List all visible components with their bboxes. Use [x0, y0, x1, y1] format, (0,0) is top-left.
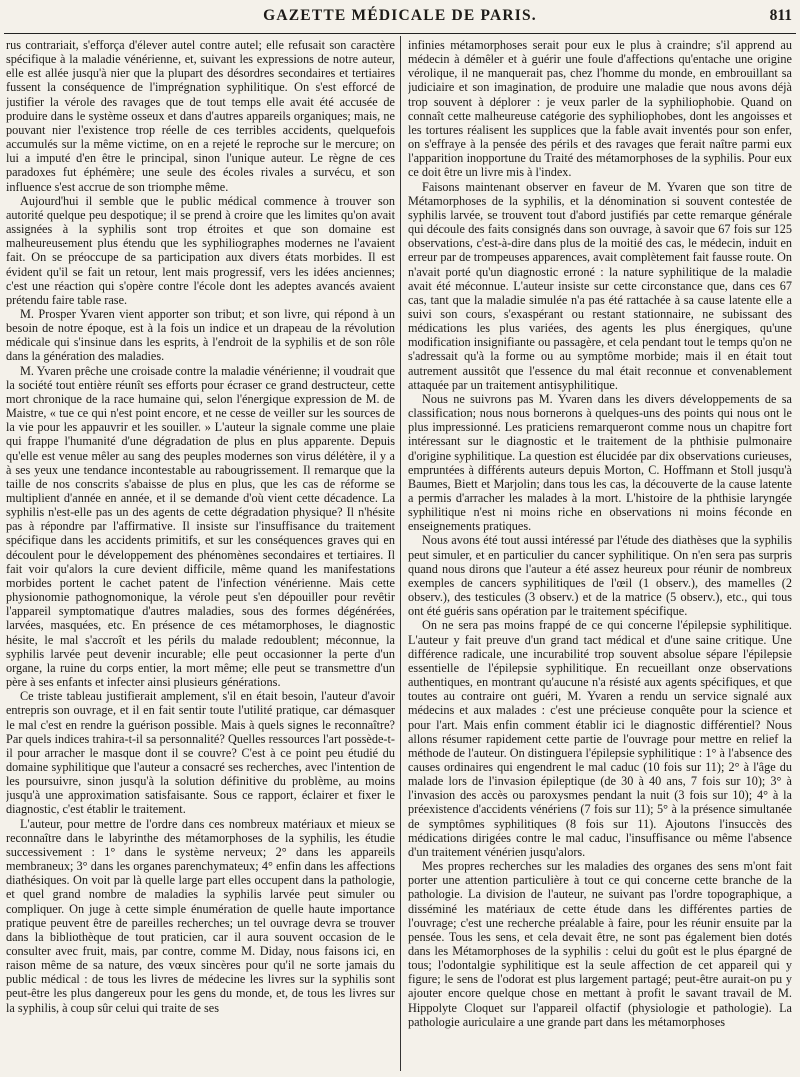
paragraph: Aujourd'hui il semble que le public médical commence à trouver son autorité quelque peu despotique; il se prend à croire que les limites qu'on avait assignées à la syphilis sont trop étroites et que son domaine est malheureusement plus étendu que les syphiliographes modernes ne l'avaient fait. On se préoccupe de sa participation aux divers états morbides. Il est évident qu'il se fait un retour, lent mais progressif, vers les idées anciennes; c'est une réaction qui s'opère contre l'école dont les adeptes avancés avaient prétendu faire table rase. — [6, 193, 395, 307]
paragraph: Faisons maintenant observer en faveur de M. Yvaren que son titre de Métamorphoses de la syphilis, et la dénomination si souvent contestée de syphilis larvée, se trouvent tout d'abord justifiés par cette remarque générale qui découle des faits consignés dans son ouvrage, à savoir que 67 fois sur 125 observations, c'est-à-dire dans plus de la moitié des cas, le médecin, induit en erreur par de trompeuses apparences, avait complètement fait fausse route. On n'avait porté qu'un diagnostic erroné : la nature syphilitique de la maladie avait été méconnue. L'auteur insiste sur cette circonstance que, dans ces 67 cas, tant que la maladie simulée n'a pas été rattachée à sa cause latente elle a suivi son cours, s'exaspérant ou restant stationnaire, ne subissant des médications les plus variées, des agents les plus énergiques, qu'une modification insignifiante ou passagère, et cela pendant tout le temps qu'on ne s'adressait qu'à la forme ou au symptôme morbide; mais il en était tout autrement aussitôt que l'essence du mal était reconnue et convenablement attaquée par un traitement antisyphilitique. — [408, 179, 792, 392]
column-divider — [400, 36, 401, 1071]
paragraph: On ne sera pas moins frappé de ce qui concerne l'épilepsie syphilitique. L'auteur y fait preuve d'un grand tact médical et d'une saine critique. Une différence radicale, une incurabilité trop souvent absolue sépare l'épilepsie essentielle de l'épilepsie syphilitique. En recueillant onze observations authentiques, en montrant qu'aucune n'a résisté aux agents spécifiques, et que toutes au contraire ont guéri, M. Yvaren a rendu un service signalé aux médecins et aux malades : c'est une précieuse conquête pour la science et pour l'art. Mais enfin comment établir ici le diagnostic différentiel? Nous allons résumer rapidement cette partie de l'ouvrage pour mettre en relief la méthode de l'auteur. On distinguera l'épilepsie syphilitique : 1° à l'absence des causes ordinaires qui engendrent le mal caduc (10 fois sur 11); 2° à l'âge du malade lors de l'invasion épileptique (de 30 à 40 ans, 7 fois sur 10); 3° à l'invasion des accès ou paroxysmes pendant la nuit (3 fois sur 10); 4° à la préexistence d'accidents vénériens (7 fois sur 11); 5° à la présence simultanée de symptômes syphilitiques (8 fois sur 11). Ajoutons l'insuccès des médications dirigées contre le mal caduc, l'insuffisance ou même l'absence d'un traitement vénérien jusqu'alors. — [408, 618, 792, 859]
paragraph: rus contrariait, s'efforça d'élever autel contre autel; elle refusait son caractère spécifique à la maladie vénérienne, et, suivant les expressions de notre auteur, elle est allée jusqu'à nier que la plupart des désordres secondaires et tertiaires fussent la conséquence de l'imprégnation syphilitique. On s'est efforcé de justifier la vérole des ravages que de tout temps elle avait été accusée de produire dans le système osseux et dans d'autres appareils organiques; mais, ne pouvant nier l'existence trop réelle de ces terribles accidents, quelquefois accumulés sur la même victime, on en a rejeté le reproche sur le mercure; on lui a imputé d'en être le principal, sinon l'unique auteur. Le règne de ces paradoxes fut éphémère; une seule des écoles rivales a survécu, et son influence s'est accrue de son triomphe même. — [6, 38, 395, 194]
paragraph: Ce triste tableau justifierait amplement, s'il en était besoin, l'auteur d'avoir entrepris son ouvrage, et il en fait sentir toute l'utilité pratique, car démasquer le mal c'est en rendre la guérison possible. Mais à quels signes le reconnaître? Par quels indices trahira-t-il sa personnalité? Quelles ressources l'art possède-t-il pour arracher le masque dont il se couvre? C'est à ce point peu étudié du domaine syphilitique que l'auteur a consacré ses recherches, avec l'intention de les poursuivre, sinon jusqu'à la solution définitive du problème, au moins jusqu'à une approximation satisfaisante. Sous ce rapport, éclairer et fixer le diagnostic, c'est établir le traitement. — [6, 689, 395, 817]
paragraph: Mes propres recherches sur les maladies des organes des sens m'ont fait porter une attention particulière à tout ce qui concerne cette branche de la pathologie. La division de l'auteur, ne suivant pas l'ordre topographique, a disséminé les matériaux de cette étude dans les différentes parties de l'ouvrage; c'est une recherche préalable à faire, pour les réunir ensuite par la pensée. Tous les sens, et cela devait être, ne sont pas également bien dotés dans les Métamorphoses de la syphilis : celui du goût est le plus épargné de tous; l'odontalgie syphilitique est la seule affection de cet appareil qui y figure; le sens de l'odorat est plus largement partagé; peut-être aurait-on pu y ajouter encore quelque chose en mettant à profit le savant travail de M. Hippolyte Cloquet sur l'appareil olfactif (physiologie et pathologie). La pathologie auriculaire a une grande part dans les métamorphoses — [408, 859, 792, 1029]
publication-title: GAZETTE MÉDICALE DE PARIS. — [263, 7, 537, 24]
paragraph: M. Yvaren prêche une croisade contre la maladie vénérienne; il voudrait que la société tout entière réunît ses efforts pour écraser ce grand destructeur, cette mort chronique de la race humaine qui, selon l'énergique expression de M. de Maistre, « tue ce qui n'est point encore, et ne cesse de veiller sur les sources de la vie pour les appauvrir et les souiller. » L'auteur la signale comme une plaie qui frappe l'humanité d'une dégradation de plus en plus apparente. Depuis qu'elle est venue mêler au sang des peuples modernes son virus délétère, il y a à ses yeux une tendance incontestable au rabougrissement. Il remarque que la taille de nos conscrits s'abaisse de plus en plus, que les cas de réforme se multiplient d'année en année, et il se demande d'où vient cette décadence. La syphilis n'est-elle pas un des agents de cette dégradation physique? Il n'hésite pas à répondre par l'affirmative. Il insiste sur l'insuffisance du traitement spécifique dans les accidents primitifs, et sur les conséquences graves qui en découlent pour le développement des phénomènes secondaires et tertiaires. Il fait voir qu'alors la cure devient difficile, même quand les manifestations morbides portent le cachet patent de l'infection vénérienne. Mais cette physionomie pathognomonique, la vérole peut s'en dépouiller pour revêtir l'appareil symptomatique d'autres maladies, sous des formes dégénérées, larvées, masquées, etc. En présence de ces métamorphoses, le diagnostic hésite, le mal s'accroît et les périls du malade redoublent; méconnue, la syphilis larvée peut devenir incurable; elle peut occasionner la perte d'un organe, la ruine du corps entier, la mort même; elle peut se transmettre d'un père à ses enfants et infecter ainsi plusieurs générations. — [6, 363, 395, 690]
paragraph: Nous avons été tout aussi intéressé par l'étude des diathèses que la syphilis peut simuler, et en particulier du cancer syphilitique. On n'en sera pas surpris quand nous dirons que l'auteur a été assez heureux pour réunir de nombreux exemples de cancers syphilitiques de l'œil (1 observ.), des mamelles (2 observ.), des testicules (3 observ.) et de la matrice (5 observ.), etc., qui tous ont été guéris sans opération par le traitement spécifique. — [408, 533, 792, 619]
paragraph: Nous ne suivrons pas M. Yvaren dans les divers développements de sa classification; nous nous bornerons à quelques-uns des points qui nous ont le plus impressionné. Les praticiens remarqueront comme nous un chapitre fort intéressant sur le diagnostic et le traitement de la phthisie pulmonaire d'origine syphilitique. La question est élucidée par dix observations curieuses, empruntées à différents auteurs depuis Morton, C. Hoffmann et Stoll jusqu'à Baumes, Biett et Marjolin; dans tous les cas, la découverte de la cause latente a permis d'arracher les malades à la mort. L'histoire de la phthisie laryngée syphilitique n'est ni moins riche en observations ni moins féconde en enseignements pratiques. — [408, 391, 792, 534]
page-header — [0, 0, 800, 30]
header-rule — [4, 33, 796, 34]
paragraph: infinies métamorphoses serait pour eux le plus à craindre; s'il apprend au médecin à démêler et à guérir une foule d'affections qu'entache une origine vérolique, il ne manquerait pas, chez l'homme du monde, en embrouillant sa judiciaire et son imagination, de produire une maladie que nous avons déjà trop souvent à déplorer : je veux parler de la syphiliophobie. Quand on connaît cette malheureuse catégorie des syphiliophobes, dont les angoisses et les tortures réalisent les supplices que la fable avait inventés pour son enfer, on s'effraye à la pensée des périls et des ravages que ferait naître parmi eux l'apparition inopportune du Traité des métamorphoses de la syphilis. Pour eux ce doit être un livre mis à l'index. — [408, 38, 792, 180]
page-number: 811 — [769, 7, 792, 24]
paragraph: M. Prosper Yvaren vient apporter son tribut; et son livre, qui répond à un besoin de notre époque, est à la fois un indice et un drapeau de la révolution médicale qui s'insinue dans les esprits, à l'endroit de la syphilis et de son rôle dans la génération des maladies. — [6, 306, 395, 364]
left-column — [6, 38, 395, 1068]
paragraph: L'auteur, pour mettre de l'ordre dans ces nombreux matériaux et mieux se reconnaître dans le labyrinthe des métamorphoses de la syphilis, les étudie successivement : 1° dans le système nerveux; 2° dans les appareils membraneux; 3° dans les organes parenchymateux; 4° enfin dans les affections diathésiques. On voit par là quelle large part elles occupent dans la pathologie, et quel grand nombre de maladies la syphilis larvée peut simuler ou compliquer. On juge à cette simple énumération de quelle haute importance pratique peuvent être de pareilles recherches; un tel ouvrage devra se trouver dans la bibliothèque de tout praticien, car il aura souvent occasion de le consulter avec fruit, mais, par contre, comme M. Diday, nous faisons ici, en raison même de sa nature, des vœux sincères pour qu'il ne sorte jamais du public médical : de tous les livres de médecine les livres sur la syphilis sont peut-être les plus dangereux pour les gens du monde, et, de tous les livres sur la syphilis, à coup sûr celui qui traite de ses — [6, 816, 395, 1015]
right-column — [408, 38, 792, 1068]
